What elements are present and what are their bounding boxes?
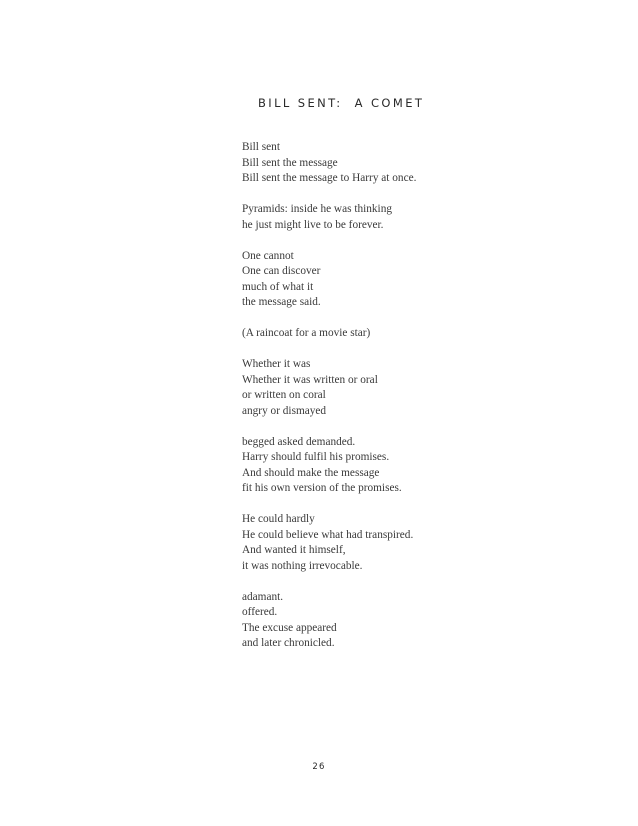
poem-line: or written on coral (242, 389, 326, 401)
poem-line: and later chronicled. (242, 637, 335, 649)
poem-line: much of what it (242, 280, 314, 293)
poem-line: He could hardly (242, 513, 315, 525)
poem-body (242, 140, 602, 667)
poem-line: The excuse appeared (242, 621, 337, 634)
poem-line: And should make the message (242, 466, 380, 479)
stanza (242, 357, 602, 419)
stanza (242, 326, 602, 342)
poem-title: BILL SENT: A COMET (258, 96, 425, 110)
stanza (242, 590, 602, 652)
poem-line: Harry should fulfil his promises. (242, 451, 390, 463)
poem-line: Whether it was written or oral (242, 373, 378, 386)
poem-line: begged asked demanded. (242, 435, 356, 448)
poem-line: it was nothing irrevocable. (242, 559, 363, 572)
poem-line: (A raincoat for a movie star) (242, 327, 371, 339)
poem-line: offered. (242, 606, 278, 618)
poem-line: the message said. (242, 296, 321, 308)
stanza (242, 435, 602, 497)
stanza (242, 512, 602, 574)
stanza (242, 140, 602, 187)
poem-line: he just might live to be forever. (242, 218, 384, 231)
poem-line: And wanted it himself, (242, 544, 346, 556)
poem-line: Whether it was (242, 358, 311, 370)
poem-line: Bill sent the message to Harry at once. (242, 172, 417, 184)
poem-line: One can discover (242, 265, 321, 277)
poem-line: angry or dismayed (242, 404, 327, 417)
poem-line: adamant. (242, 590, 284, 603)
stanza (242, 202, 602, 233)
poem-line: He could believe what had transpired. (242, 528, 414, 541)
page-number: 26 (312, 762, 326, 772)
poem-line: Pyramids: inside he was thinking (242, 203, 392, 215)
poem-line: Bill sent the message (242, 156, 338, 169)
stanza (242, 249, 602, 311)
poem-line: One cannot (242, 249, 294, 262)
poem-line: Bill sent (242, 141, 280, 153)
poem-line: fit his own version of the promises. (242, 482, 402, 494)
